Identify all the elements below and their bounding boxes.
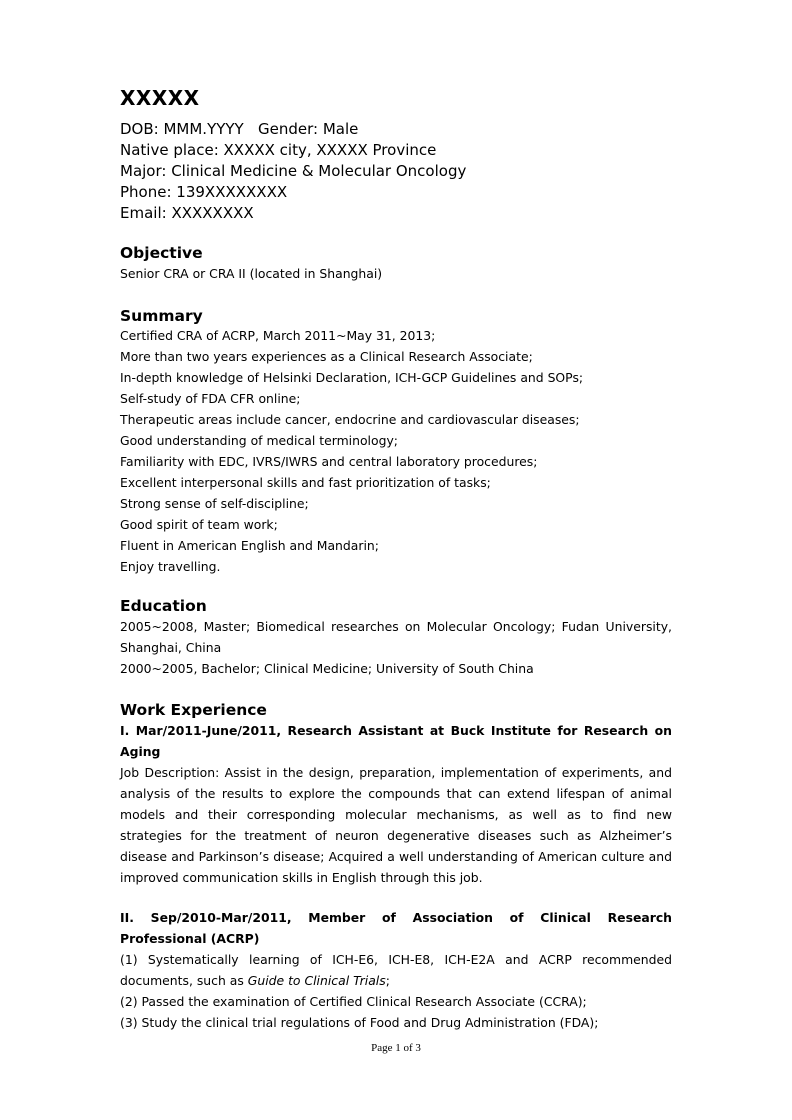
list-item: Enjoy travelling. [120, 559, 221, 574]
job-entry-buck [120, 720, 672, 888]
objective-line: Senior CRA or CRA II (located in Shanghai) [120, 266, 383, 281]
dob-gender-line: DOB: MMM.YYYY Gender: Male [120, 120, 359, 138]
native-place-line: Native place: XXXXX city, XXXXX Province [120, 141, 437, 159]
summary-heading: Summary [120, 307, 203, 325]
major-line: Major: Clinical Medicine & Molecular Oncology [120, 162, 467, 180]
job-title: II. Sep/2010-Mar/2011, Member of Association of Clinical Research Professional (ACRP) [120, 910, 672, 946]
list-item: More than two years experiences as a Clinical Research Associate; [120, 349, 533, 364]
list-item: Good spirit of team work; [120, 517, 278, 532]
education-entry-bachelor: 2000~2005, Bachelor; Clinical Medicine; University of South China [120, 661, 534, 676]
objective-text [120, 263, 672, 284]
job-item-3: (3) Study the clinical trial regulations of Food and Drug Administration (FDA); [120, 1015, 599, 1030]
education-entry-master: 2005~2008, Master; Biomedical researches on Molecular Oncology; Fudan University, Shanghai, China [120, 619, 672, 655]
job-item-1-text: (1) Systematically learning of ICH-E6, ICH-E8, ICH-E2A and ACRP recommended documents, such as [120, 952, 672, 988]
contact-block [120, 119, 466, 224]
list-item: Therapeutic areas include cancer, endocrine and cardiovascular diseases; [120, 412, 580, 427]
job-item-2: (2) Passed the examination of Certified Clinical Research Associate (CCRA); [120, 994, 587, 1009]
email-line: Email: XXXXXXXX [120, 204, 254, 222]
list-item: Excellent interpersonal skills and fast prioritization of tasks; [120, 475, 491, 490]
list-item: Good understanding of medical terminology; [120, 433, 398, 448]
job-entry-acrp [120, 907, 672, 1033]
list-item: Self-study of FDA CFR online; [120, 391, 301, 406]
education-list [120, 616, 672, 679]
page-number: Page 1 of 3 [371, 1042, 421, 1054]
list-item: Familiarity with EDC, IVRS/IWRS and central laboratory procedures; [120, 454, 538, 469]
phone-line: Phone: 139XXXXXXXX [120, 183, 288, 201]
work-experience-heading: Work Experience [120, 701, 267, 719]
job-description: Job Description: Assist in the design, preparation, implementation of experiments, and analysis of the results to explore the compounds that can extend lifespan of animal models and their corresponding molecular mechanisms, as well as to find new strategies for the treatment of neuron degenerative diseases such as Alzheimer’s disease and Parkinson’s disease; Acquired a well understanding of American culture and improved communication skills in English through this job. [120, 765, 672, 885]
candidate-name: XXXXX [120, 86, 200, 110]
education-heading: Education [120, 597, 207, 615]
list-item: Certified CRA of ACRP, March 2011~May 31, 2013; [120, 328, 436, 343]
job-title: I. Mar/2011-June/2011, Research Assistant at Buck Institute for Research on Aging [120, 723, 672, 759]
guide-title: Guide to Clinical Trials [247, 973, 386, 988]
objective-heading: Objective [120, 244, 203, 262]
summary-list [120, 325, 672, 577]
list-item: In-depth knowledge of Helsinki Declaration, ICH-GCP Guidelines and SOPs; [120, 370, 584, 385]
job-item-1 [120, 949, 672, 991]
job-item-1-end: ; [385, 973, 390, 988]
list-item: Strong sense of self-discipline; [120, 496, 309, 511]
list-item: Fluent in American English and Mandarin; [120, 538, 379, 553]
